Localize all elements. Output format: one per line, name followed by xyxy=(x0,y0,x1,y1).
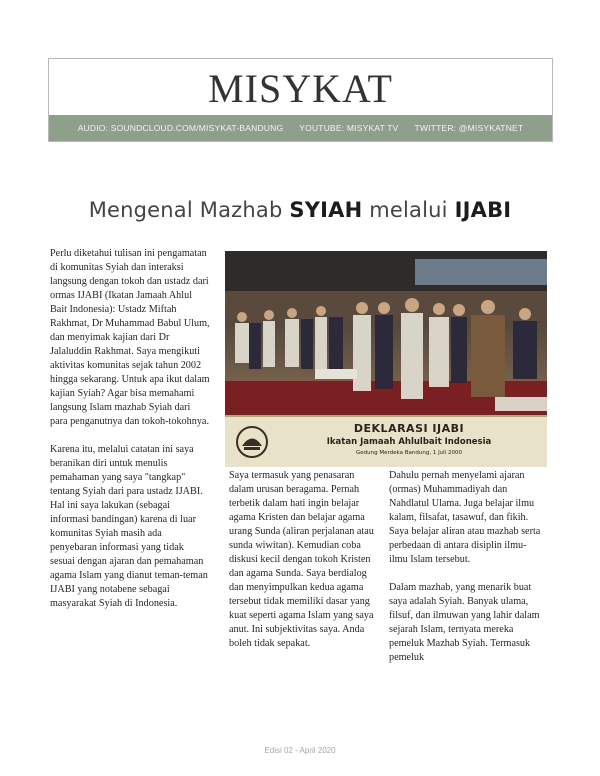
ijabi-logo-icon xyxy=(235,425,269,459)
banner-caption: Gedung Merdeka Bandung, 1 Juli 2000 xyxy=(356,450,462,456)
article-column-1 xyxy=(50,247,210,625)
article-column-3 xyxy=(389,469,541,679)
paragraph: Karena itu, melalui catatan ini saya beranikan diri untuk menulis pemahaman yang saya "tangkap" tentang Syiah dari para ustadz IJABI. Hal ini saya lakukan (sebagai informasi bandingan) karena di luar komunitas Syiah masih ada penyebaran informasi yang tidak sesuai dengan ajaran dan pemahaman agama Islam yang dianut teman-teman IJABI yang notabene sebagai masyarakat Syiah di Indonesia. xyxy=(50,444,208,609)
edition-footer: Edisi 02 - April 2020 xyxy=(264,746,336,755)
paragraph: Perlu diketahui tulisan ini pengamatan di komunitas Syiah dan interaksi langsung dengan tokoh dan ustadz dari ormas IJABI (Ikatan Jamaah Ahlul Bait Indonesia): Ustadz Miftah Rakhmat, Dr Muhammad Babul Ulum, dan menyimak kajian dari Dr Jalaluddin Rakhmat. Saya mengikuti aktivitas komunitas sejak tahun 2002 hingga sekarang. Untuk apa ikut dalam kajian Syiah? Agar bisa memahami langsung Islam mazhab Syiah dari para penganutnya dan tokoh-tokohnya. xyxy=(50,248,210,427)
audio-link[interactable]: AUDIO: SOUNDCLOUD.COM/MISYKAT-BANDUNG xyxy=(77,123,284,133)
youtube-link[interactable]: YOUTUBE: MISYKAT TV xyxy=(299,123,399,133)
paragraph: Saya termasuk yang penasaran dalam urusan beragama. Pernah terbetik dalam hati ingin belajar agama Kristen dan belajar agama urang Sunda (aliran perjalanan atau sunda wiwitan). Kemudian coba diskusi kecil dengan tokoh Kristen dan agama Sunda. Saya berdialog dan menyimpulkan kedua agama tersebut tidak memiliki dasar yang kuat seperti agama Islam yang saya anut. Ini subjektivitas saya. Anda boleh tidak sepakat. xyxy=(229,470,374,649)
newsletter-title: MISYKAT xyxy=(208,66,393,111)
masthead-links-bar xyxy=(49,115,552,141)
article-column-2 xyxy=(229,469,377,665)
declaration-banner xyxy=(225,415,547,467)
masthead xyxy=(48,58,553,142)
twitter-link[interactable]: TWITTER: @MISYKATNET xyxy=(414,123,524,133)
banner-title: DEKLARASI IJABI xyxy=(353,422,465,435)
banner-subtitle: Ikatan Jamaah Ahlulbait Indonesia xyxy=(326,437,492,447)
paragraph: Dahulu pernah menyelami ajaran (ormas) Muhammadiyah dan Nahdlatul Ulama. Juga belajar ilmu kalam, filsafat, tasawuf, dan fikih. Saya belajar aliran atau mazhab serta perbedaan di antara disiplin ilmu-ilmu Islam tersebut. xyxy=(389,470,541,565)
article-headline: Mengenal Mazhab SYIAH melalui IJABI xyxy=(88,198,512,223)
paragraph: Dalam mazhab, yang menarik buat saya adalah Syiah. Banyak ulama, filsuf, dan ilmuwan yang lahir dalam sejarah Islam, ternyata mereka pemeluk Mazhab Syiah. Termasuk pemeluk xyxy=(389,582,540,663)
event-photo xyxy=(225,251,547,467)
crowd-photo-scene xyxy=(225,251,547,417)
